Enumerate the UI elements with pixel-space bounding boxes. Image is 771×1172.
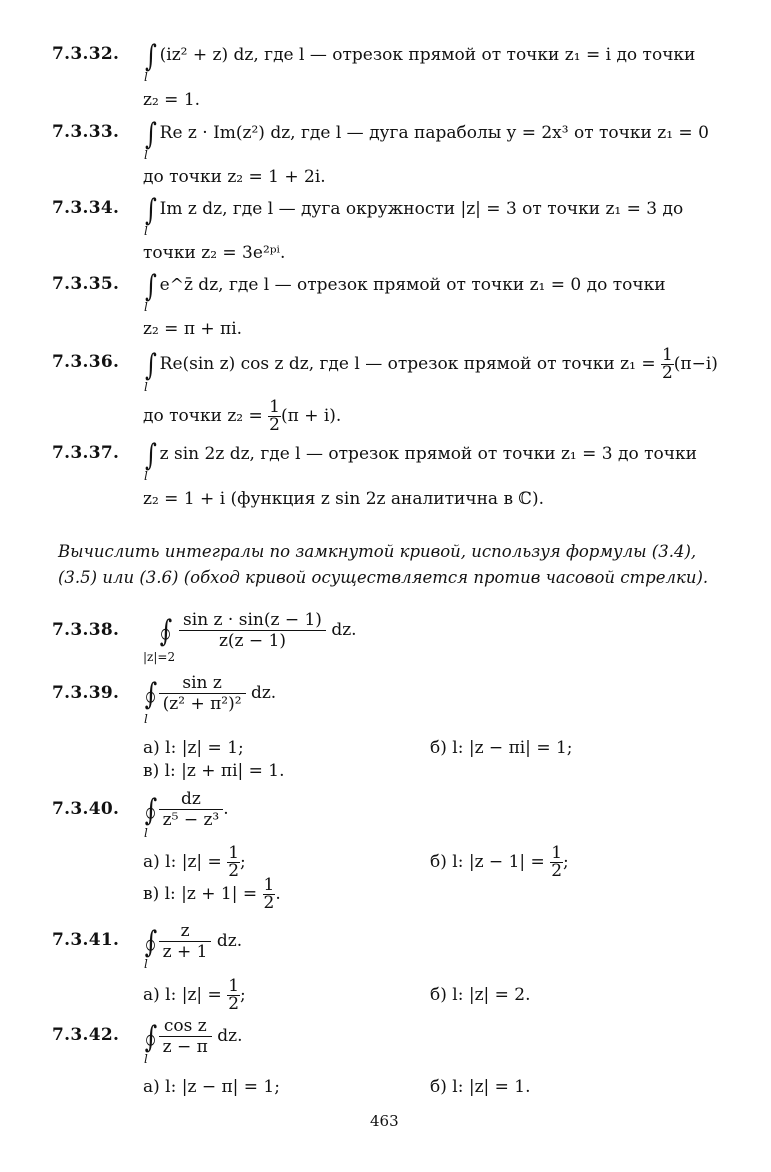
problem-line: z₂ = π + πi. — [143, 319, 243, 339]
contour-label: l — [144, 148, 148, 162]
section-intro-line: Вычислить интегралы по замкнутой кривой, используя формулы (3.4), — [58, 542, 697, 561]
problem-text: ∫ $\frac{z}{z + 1}$ dz. — [144, 921, 243, 962]
contour-label: l — [144, 1052, 148, 1066]
problem-text: ∫ $\frac{\text{sin z · sin(z − 1)}}{z(z - 1)}$ dz. — [159, 610, 357, 651]
problem-number: 7.3.34. — [52, 198, 120, 218]
integral-sign: ∫ — [144, 348, 157, 383]
problem-text — [143, 39, 696, 74]
problem-line: до точки z₂ = — [143, 406, 263, 426]
option-b: б) l: |z| = 1. — [430, 1077, 531, 1097]
problem-line: z₂ = 1 + i (функция z sin 2z аналитична в ℂ). — [143, 489, 544, 509]
contour-label: l — [144, 224, 148, 238]
problem-text — [143, 398, 341, 434]
option-b: б) l: |z − 1| = $\frac{1}{2}$ ; — [430, 843, 569, 881]
problem-number: 7.3.33. — [52, 122, 120, 142]
problem-number: 7.3.35. — [52, 274, 120, 294]
problem-text — [143, 346, 718, 382]
problem-number: 7.3.42. — [52, 1025, 120, 1045]
problem-line: z sin 2z dz, где l — отрезок прямой от точки z₁ = 3 до точки — [159, 444, 697, 464]
integral-sign: ∫ — [144, 269, 157, 304]
contour-label: l — [144, 957, 148, 971]
option-a: а) l: |z| = 1; — [143, 738, 244, 758]
problem-text: ∫ $\frac{\text{sin z}}{\text{(z² + π²)²}}$ dz. — [144, 673, 277, 714]
contour-integral-sign: ∫ — [144, 677, 158, 712]
contour-label: l — [144, 469, 148, 483]
problem-line: до точки z₂ = 1 + 2i. — [143, 167, 326, 187]
option-c: в) l: |z + 1| = $\frac{1}{2}$ . — [143, 875, 281, 913]
problem-text: ∫ $\frac{dz}{\text{z⁵ − z³}}$ . — [144, 789, 229, 830]
fraction: $\frac{1}{2}$ — [269, 397, 280, 435]
problem-number: 7.3.41. — [52, 930, 120, 950]
problem-line: Re(sin z) cos z dz, где l — отрезок прямой от точки z₁ = — [159, 354, 656, 374]
page-number: 463 — [370, 1112, 399, 1130]
section-intro-line: (3.5) или (3.6) (обход кривой осуществляется против часовой стрелки). — [58, 568, 709, 587]
problem-line-tail: (π−i) — [673, 354, 718, 374]
problem-number: 7.3.36. — [52, 352, 120, 372]
option-c: в) l: |z + πi| = 1. — [143, 761, 285, 781]
integral-sign: ∫ — [144, 117, 157, 152]
fraction: $\frac{dz}{\text{z⁵ − z³}}$ — [159, 789, 224, 830]
fraction: $\frac{\text{sin z}}{\text{(z² + π²)²}}$ — [159, 673, 246, 714]
problem-line: e^z̄ dz, где l — отрезок прямой от точки z₁ = 0 до точки — [159, 275, 666, 295]
option-a: а) l: |z| = $\frac{1}{2}$ ; — [143, 976, 246, 1014]
fraction: $\frac{1}{2}$ — [228, 976, 240, 1014]
integral-sign: ∫ — [144, 193, 157, 228]
problem-number: 7.3.37. — [52, 443, 120, 463]
problem-text — [143, 269, 666, 304]
problem-text — [143, 438, 697, 473]
contour-integral-sign: ∫ — [159, 614, 173, 649]
fraction: $\frac{\text{sin z · sin(z − 1)}}{z(z - 1)}$ — [179, 610, 326, 651]
fraction: $\frac{1}{2}$ — [661, 345, 673, 383]
contour-label: l — [144, 712, 148, 726]
fraction: $\frac{z}{z + 1}$ — [159, 921, 212, 962]
problem-line: Im z dz, где l — дуга окружности |z| = 3 от точки z₁ = 3 до — [159, 199, 684, 219]
problem-line: точки z₂ = 3e²ᵖⁱ. — [143, 243, 286, 263]
integral-sign: ∫ — [144, 39, 157, 74]
option-b: б) l: |z| = 2. — [430, 985, 531, 1005]
problem-text — [143, 193, 684, 228]
fraction: $\frac{1}{2}$ — [263, 875, 275, 913]
problem-line-tail: (π + i). — [281, 406, 342, 426]
contour-integral-sign: ∫ — [144, 1020, 158, 1055]
contour-label: l — [144, 300, 148, 314]
fraction: $\frac{1}{2}$ — [228, 843, 240, 881]
contour-label: l — [144, 380, 148, 394]
fraction: $\frac{\text{cos z}}{z - \pi}$ — [159, 1016, 212, 1057]
option-a: а) l: |z − π| = 1; — [143, 1077, 280, 1097]
contour-label: l — [144, 826, 148, 840]
problem-line: Re z · Im(z²) dz, где l — дуга параболы y = 2x³ от точки z₁ = 0 — [159, 123, 709, 143]
problem-number: 7.3.39. — [52, 683, 120, 703]
fraction: $\frac{1}{2}$ — [551, 843, 563, 881]
integral-sign: ∫ — [144, 438, 157, 473]
problem-line: (iz² + z) dz, где l — отрезок прямой от точки z₁ = i до точки — [159, 45, 696, 65]
contour-label: |z|=2 — [143, 650, 176, 664]
problem-number: 7.3.32. — [52, 44, 120, 64]
problem-text: ∫ $\frac{\text{cos z}}{z - \pi}$ dz. — [144, 1016, 243, 1057]
contour-integral-sign: ∫ — [144, 925, 158, 960]
problem-line: z₂ = 1. — [143, 90, 201, 110]
contour-integral-sign: ∫ — [144, 793, 158, 828]
contour-label: l — [144, 70, 148, 84]
problem-number: 7.3.40. — [52, 799, 120, 819]
problem-text — [143, 117, 709, 152]
problem-number: 7.3.38. — [52, 620, 120, 640]
option-a: а) l: |z| = $\frac{1}{2}$ ; — [143, 843, 246, 881]
option-b: б) l: |z − πi| = 1; — [430, 738, 573, 758]
